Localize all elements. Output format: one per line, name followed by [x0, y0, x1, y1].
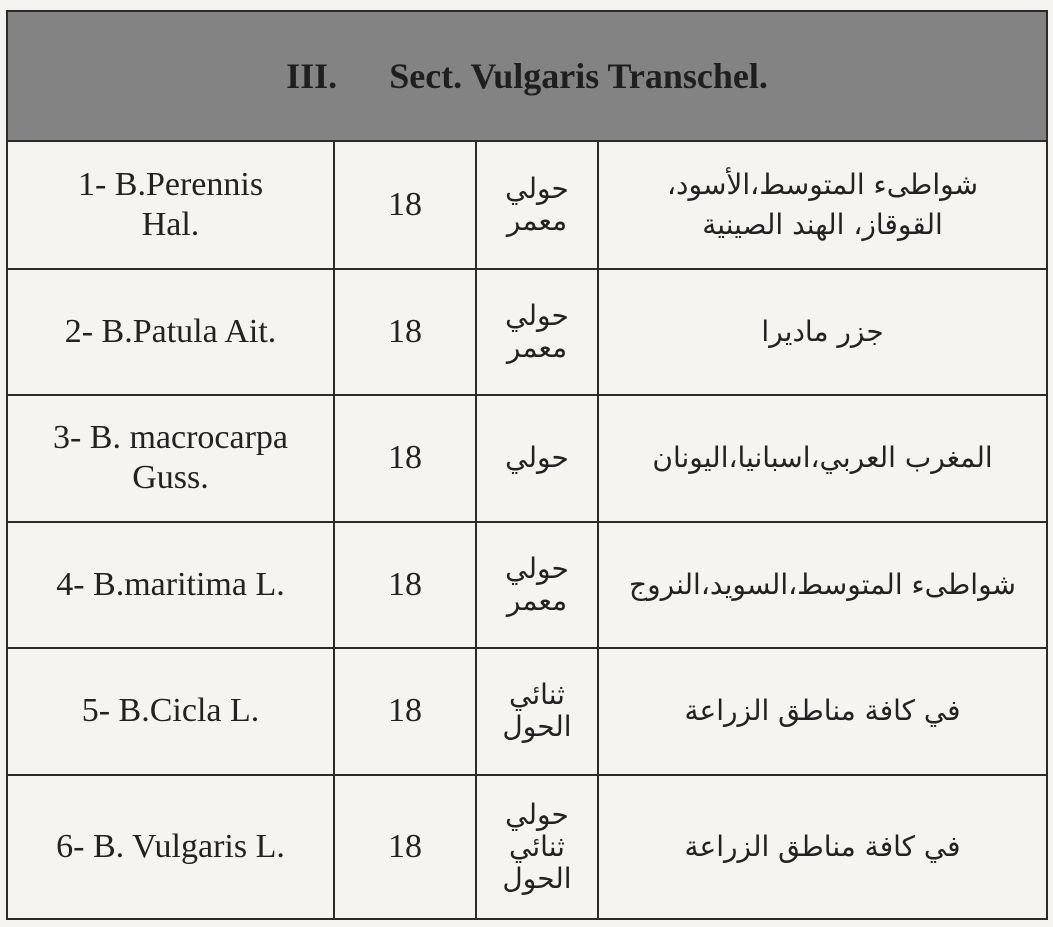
section-title: Sect. Vulgaris Transchel.	[389, 56, 768, 97]
habit-line: معمر	[506, 203, 568, 237]
habit-cell	[476, 648, 598, 774]
habit-line: ثنائي	[509, 829, 565, 863]
habit-line: حولي	[505, 298, 569, 332]
distribution-cell	[598, 395, 1047, 522]
species-table	[6, 10, 1048, 920]
chromosome-number: 18	[334, 775, 476, 919]
species-cell	[7, 269, 334, 395]
table-row	[7, 395, 1047, 522]
distribution-line: القوقاز، الهند الصينية	[702, 207, 943, 241]
section-header-row	[7, 11, 1047, 141]
distribution-line: المغرب العربي،اسبانيا،اليونان	[652, 441, 993, 475]
distribution-cell	[598, 269, 1047, 395]
distribution-line: في كافة مناطق الزراعة	[684, 694, 961, 728]
habit-line: حولي	[505, 441, 569, 475]
table-row	[7, 522, 1047, 648]
species-line: Hal.	[141, 205, 200, 243]
chromosome-number: 18	[334, 141, 476, 268]
habit-line: ثنائي	[509, 678, 565, 712]
species-line: 4- B.maritima L.	[56, 566, 285, 604]
chromosome-number: 18	[334, 648, 476, 774]
distribution-cell	[598, 141, 1047, 268]
table-row	[7, 269, 1047, 395]
habit-line: حولي	[505, 552, 569, 586]
table-row	[7, 141, 1047, 268]
species-line: 2- B.Patula Ait.	[64, 312, 277, 350]
habit-cell	[476, 141, 598, 268]
species-line: Guss.	[132, 459, 209, 497]
distribution-line: شواطىء المتوسط،السويد،النروج	[629, 568, 1016, 602]
habit-cell	[476, 522, 598, 648]
species-cell	[7, 522, 334, 648]
species-cell	[7, 775, 334, 919]
species-line: 5- B.Cicla L.	[81, 692, 260, 730]
distribution-line: في كافة مناطق الزراعة	[684, 829, 961, 863]
habit-line: الحول	[502, 710, 572, 744]
distribution-cell	[598, 775, 1047, 919]
table-row	[7, 648, 1047, 774]
habit-line: معمر	[506, 584, 568, 618]
habit-line: معمر	[506, 330, 568, 364]
species-line: 6- B. Vulgaris L.	[56, 827, 285, 865]
habit-line: حولي	[505, 797, 569, 831]
habit-line: الحول	[502, 861, 572, 895]
distribution-cell	[598, 522, 1047, 648]
chromosome-number: 18	[334, 395, 476, 522]
distribution-line: جزر ماديرا	[761, 314, 884, 348]
species-line: 3- B. macrocarpa	[52, 419, 289, 457]
species-line: 1- B.Perennis	[77, 165, 264, 203]
habit-cell	[476, 775, 598, 919]
species-cell	[7, 141, 334, 268]
chromosome-number: 18	[334, 269, 476, 395]
section-header	[7, 11, 1047, 141]
table-row	[7, 775, 1047, 919]
section-numeral: III.	[286, 56, 338, 97]
species-cell	[7, 648, 334, 774]
habit-line: حولي	[505, 171, 569, 205]
habit-cell	[476, 269, 598, 395]
habit-cell	[476, 395, 598, 522]
chromosome-number: 18	[334, 522, 476, 648]
distribution-cell	[598, 648, 1047, 774]
species-cell	[7, 395, 334, 522]
distribution-line: شواطىء المتوسط،الأسود،	[666, 167, 979, 201]
